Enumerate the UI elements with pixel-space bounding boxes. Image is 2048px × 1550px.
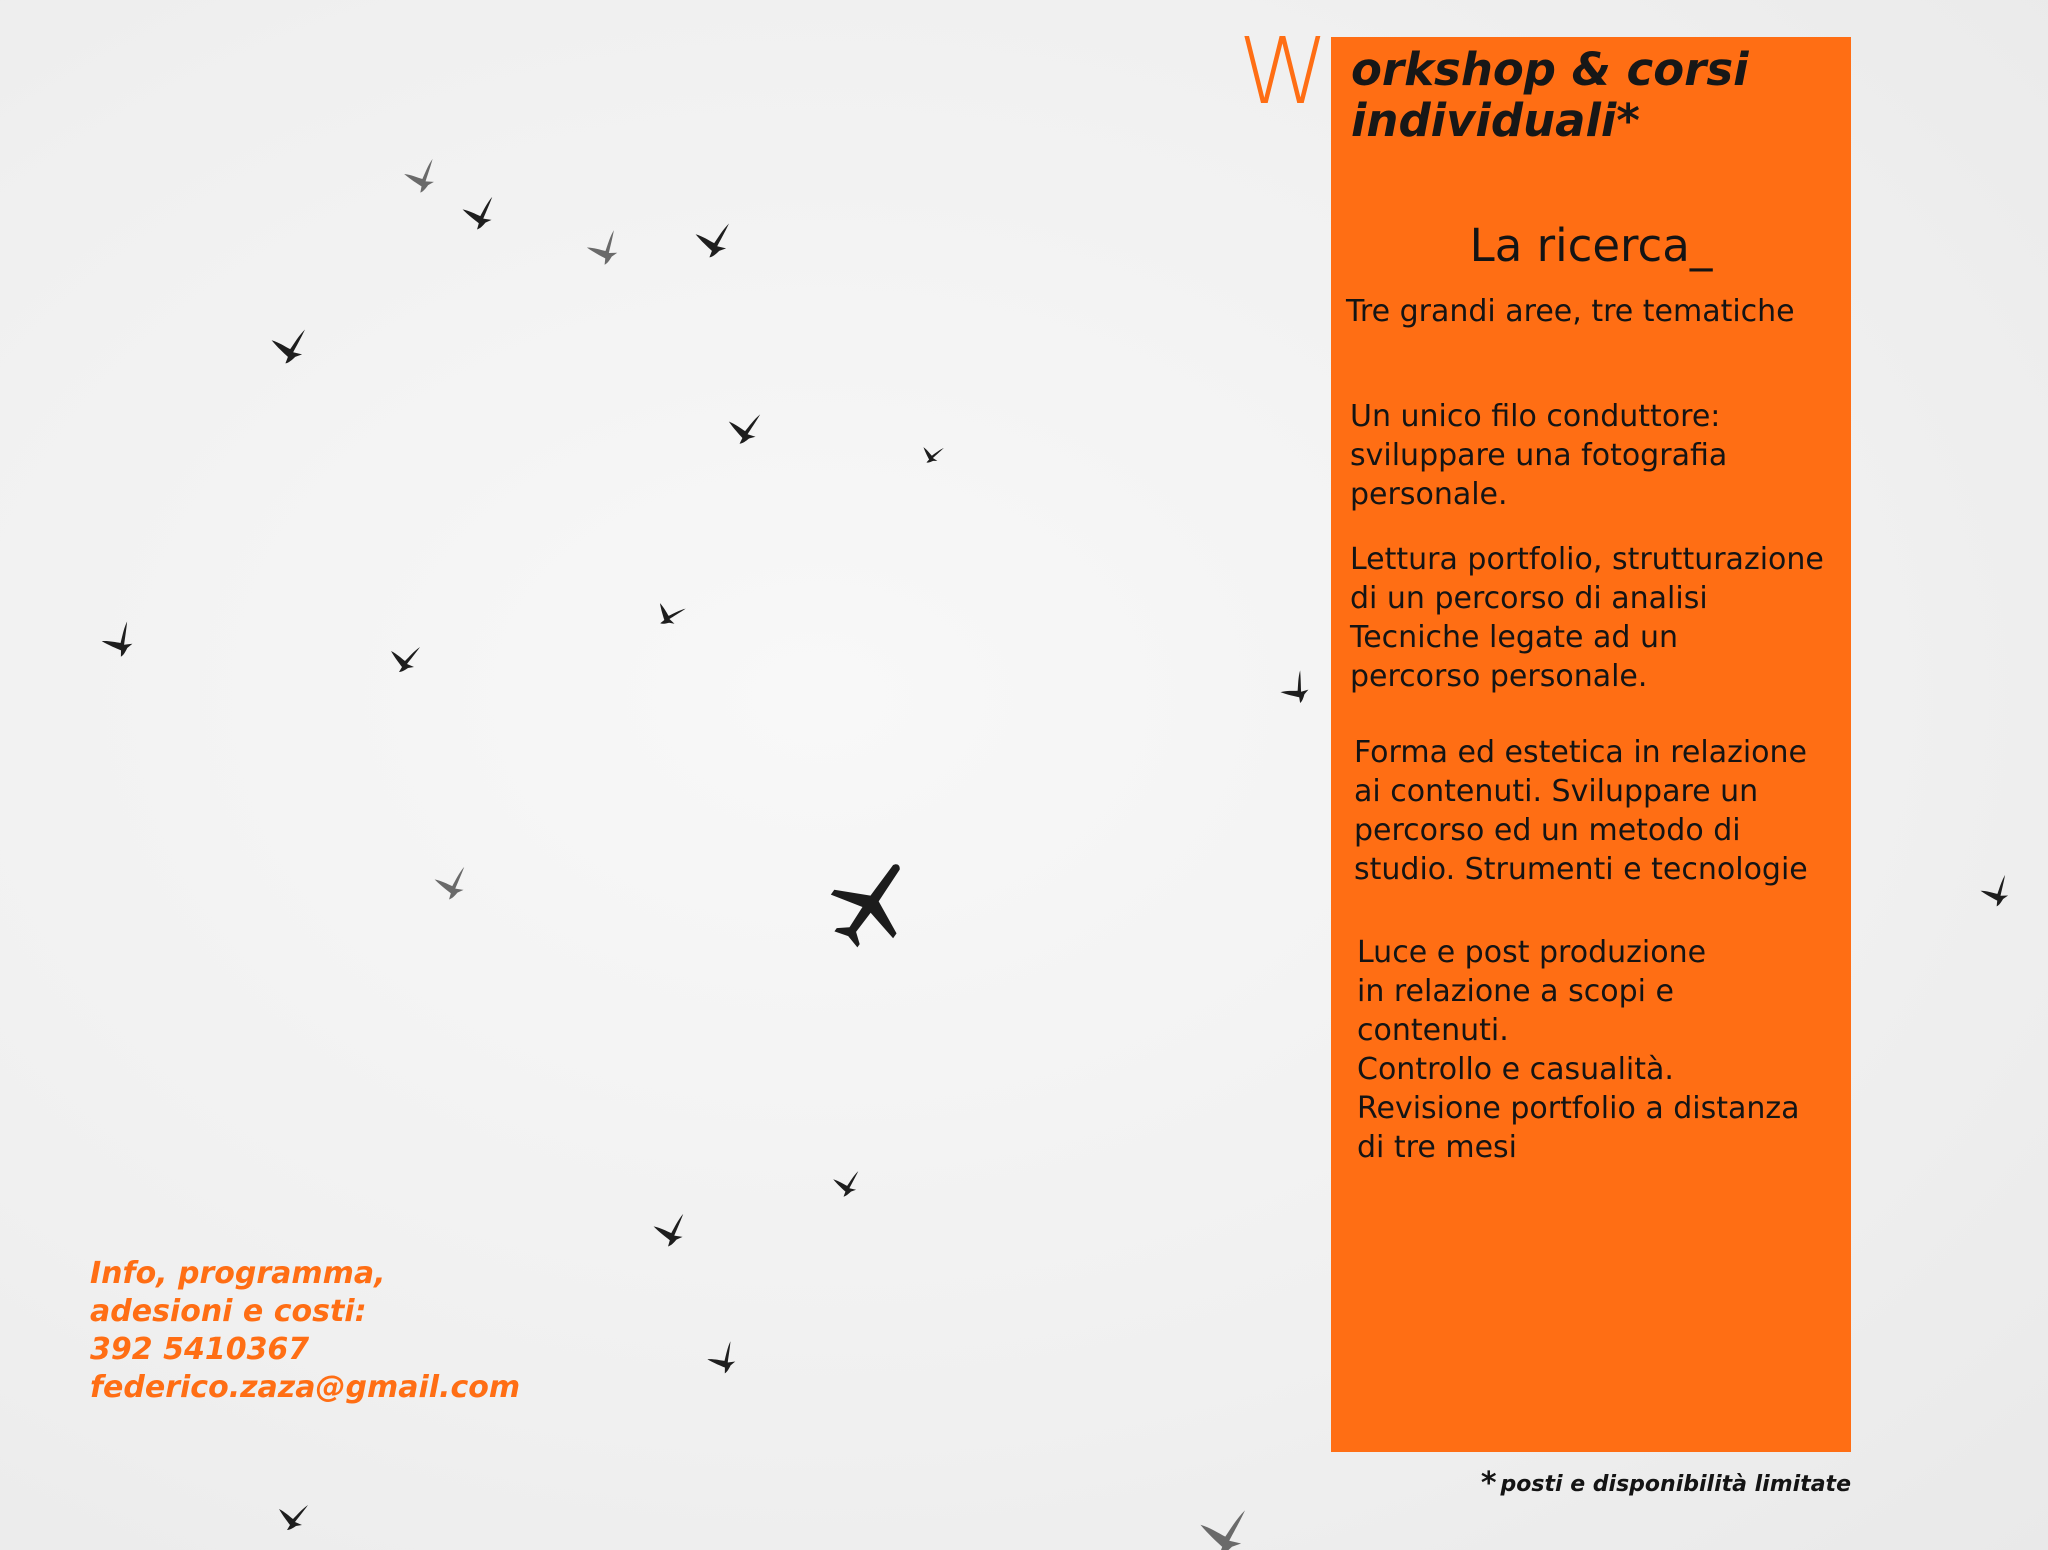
contact-info — [90, 1255, 520, 1407]
info-line-2: adesioni e costi: — [90, 1294, 367, 1329]
paragraph-line: ai contenuti. Sviluppare un — [1354, 774, 1759, 809]
paragraph-line: Controllo e casualità. — [1357, 1052, 1674, 1087]
paragraph-line: Luce e post produzione — [1357, 935, 1707, 970]
page-title — [1351, 44, 1841, 146]
phone-number: 392 5410367 — [90, 1332, 310, 1367]
airplane-silhouette — [815, 843, 929, 961]
paragraph-line: Forma ed estetica in relazione — [1354, 735, 1807, 770]
paragraph-line: in relazione a scopi e — [1357, 974, 1674, 1009]
paragraph-forma-estetica — [1354, 733, 1844, 889]
paragraph-line: sviluppare una fotografia — [1350, 438, 1728, 473]
section-subtitle: La ricerca_ — [1469, 219, 1713, 272]
heading-initial-w: W — [1238, 18, 1329, 125]
paragraph-line: Tecniche legate ad un — [1350, 620, 1678, 655]
footnote-asterisk: * — [1480, 1466, 1497, 1501]
tagline: Tre grandi aree, tre tematiche — [1346, 294, 1795, 329]
info-line-1: Info, programma, — [90, 1256, 386, 1291]
footnote — [1480, 1466, 1851, 1501]
paragraph-line: personale. — [1350, 477, 1508, 512]
footnote-text: posti e disponibilità limitate — [1500, 1472, 1851, 1497]
paragraph-line: percorso ed un metodo di — [1354, 813, 1741, 848]
paragraph-line: Un unico filo conduttore: — [1350, 399, 1721, 434]
paragraph-line: di tre mesi — [1357, 1130, 1517, 1165]
title-line-1: orkshop & corsi — [1351, 43, 1749, 96]
paragraph-lettura-portfolio — [1350, 540, 1840, 696]
paragraph-line: percorso personale. — [1350, 659, 1648, 694]
paragraph-line: Revisione portfolio a distanza — [1357, 1091, 1800, 1126]
paragraph-filo-conduttore — [1350, 397, 1840, 514]
paragraph-line: studio. Strumenti e tecnologie — [1354, 852, 1808, 887]
paragraph-line: di un percorso di analisi — [1350, 581, 1708, 616]
title-line-2: individuali* — [1351, 94, 1640, 147]
paragraph-line: contenuti. — [1357, 1013, 1509, 1048]
email-address: federico.zaza@gmail.com — [90, 1370, 521, 1405]
paragraph-line: Lettura portfolio, strutturazione — [1350, 542, 1824, 577]
paragraph-luce-post-produzione — [1357, 933, 1847, 1167]
